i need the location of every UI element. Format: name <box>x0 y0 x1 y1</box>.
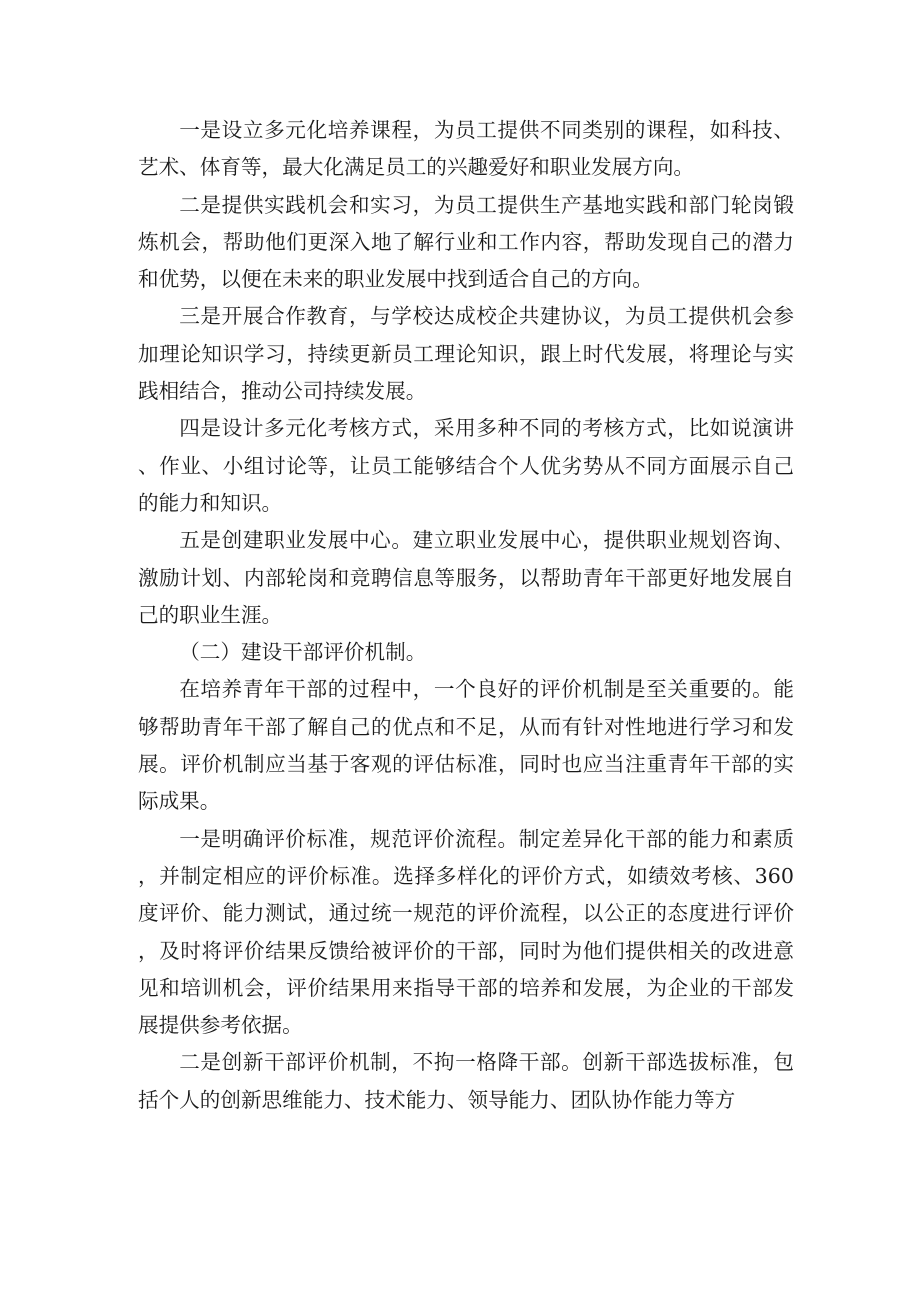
paragraph-7: 一是明确评价标准，规范评价流程。制定差异化干部的能力和素质，并制定相应的评价标准。选择多样化的评价方式，如绩效考核、360度评价、能力测试，通过统一规范的评价流程，以公正的态度进行评价，及时将评价结果反馈给被评价的干部，同时为他们提供相关的改进意见和培训机会，评价结果用来指导干部的培养和发展，为企业的干部发展提供参考依据。 <box>138 826 794 1038</box>
paragraph-8: 二是创新干部评价机制，不拘一格降干部。创新干部选拔标准，包括个人的创新思维能力、技术能力、领导能力、团队协作能力等方 <box>138 1050 794 1112</box>
paragraph-3: 三是开展合作教育，与学校达成校企共建协议，为员工提供机会参加理论知识学习，持续更新员工理论知识，跟上时代发展，将理论与实践相结合，推动公司持续发展。 <box>138 304 794 404</box>
paragraph-5: 五是创建职业发展中心。建立职业发展中心，提供职业规划咨询、激励计划、内部轮岗和竞聘信息等服务，以帮助青年干部更好地发展自己的职业生涯。 <box>138 528 794 627</box>
paragraph-1: 一是设立多元化培养课程，为员工提供不同类别的课程，如科技、艺术、体育等，最大化满足员工的兴趣爱好和职业发展方向。 <box>138 118 794 180</box>
paragraph-4: 四是设计多元化考核方式，采用多种不同的考核方式，比如说演讲、作业、小组讨论等，让员工能够结合个人优劣势从不同方面展示自己的能力和知识。 <box>138 416 794 515</box>
paragraph-6: 在培养青年干部的过程中，一个良好的评价机制是至关重要的。能够帮助青年干部了解自己的优点和不足，从而有针对性地进行学习和发展。评价机制应当基于客观的评估标准，同时也应当注重青年干部的实际成果。 <box>138 677 794 814</box>
section-heading: （二）建设干部评价机制。 <box>179 640 427 665</box>
document-body <box>138 112 794 1119</box>
paragraph-2: 二是提供实践机会和实习，为员工提供生产基地实践和部门轮岗锻炼机会，帮助他们更深入地了解行业和工作内容，帮助发现自己的潜力和优势，以便在未来的职业发展中找到适合自己的方向。 <box>138 192 794 292</box>
